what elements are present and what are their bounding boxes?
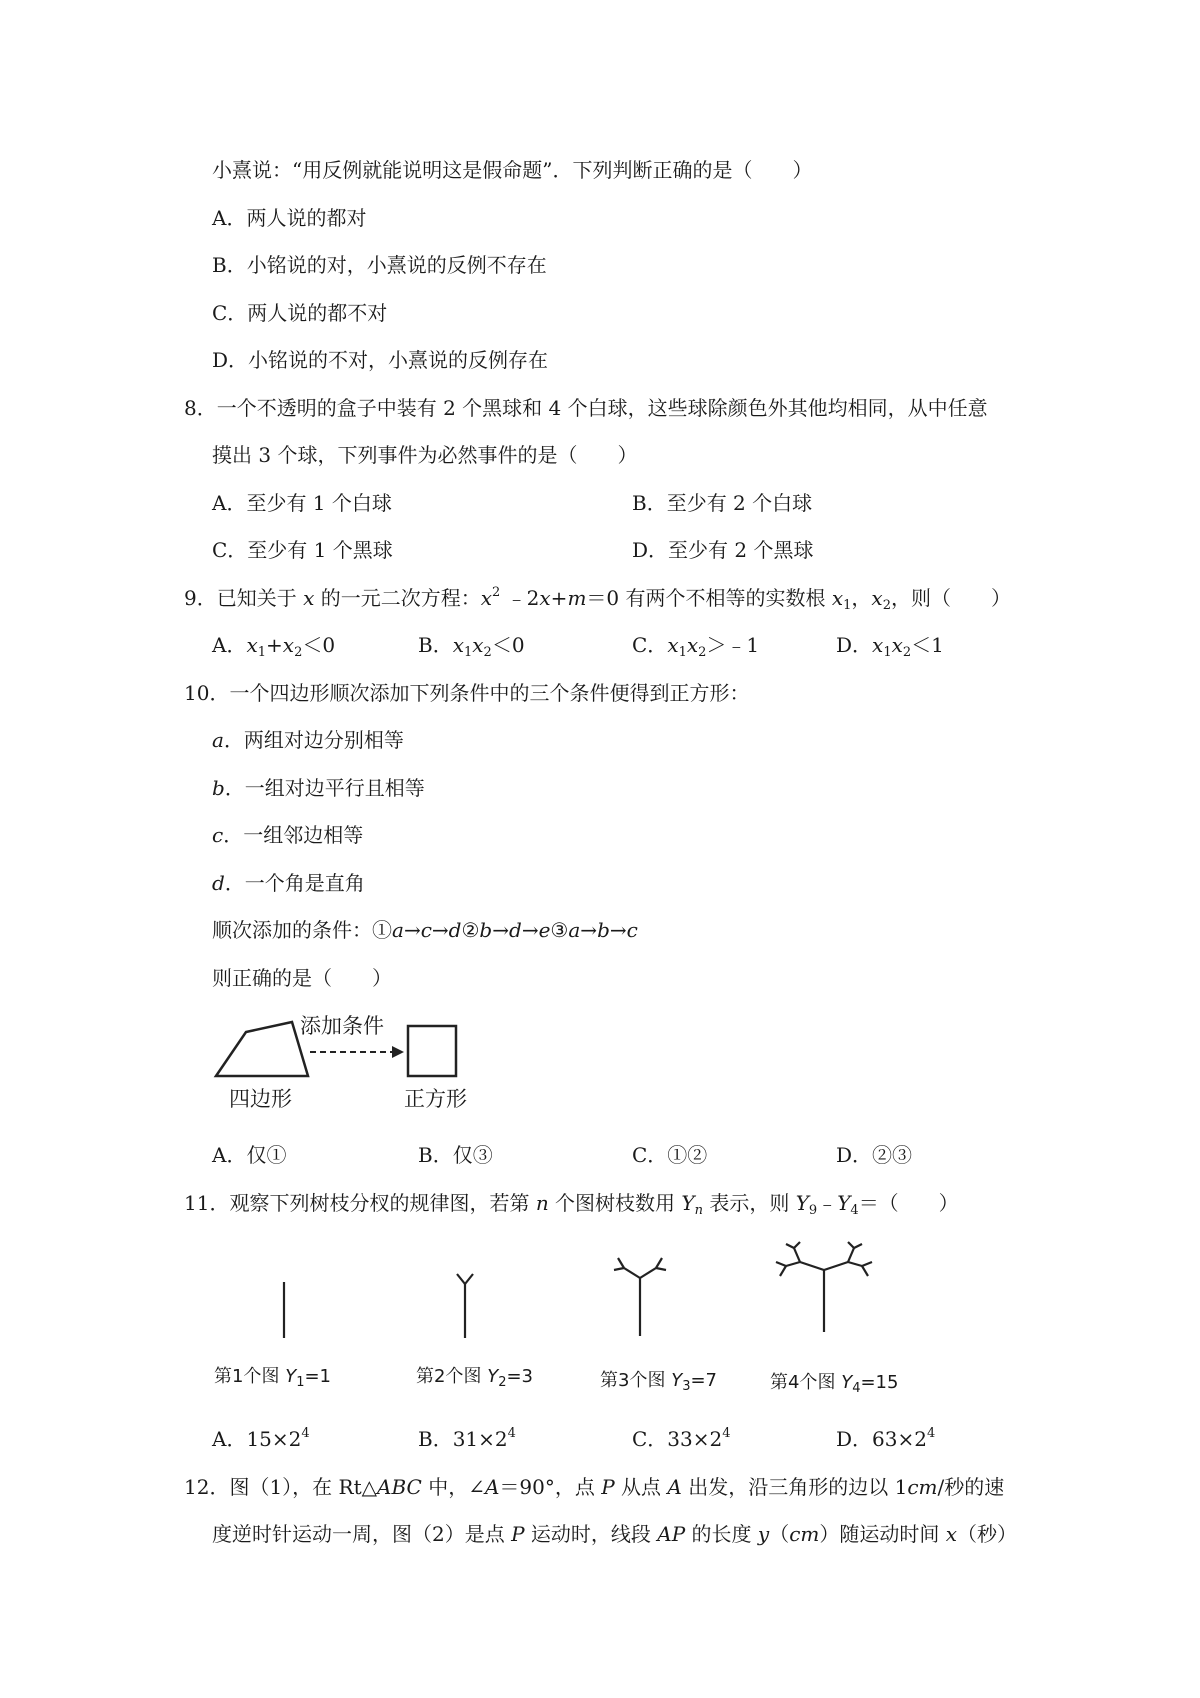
q8-option-c: C．至少有 1 个黑球 — [212, 538, 393, 562]
fig-add-condition-label: 添加条件 — [300, 1014, 384, 1038]
q10-option-a: A．仅① — [212, 1143, 287, 1167]
fig-quadrilateral-label: 四边形 — [229, 1087, 292, 1111]
tree-2 — [457, 1274, 473, 1338]
q9-option-d: D．$x_1x_2<1$ — [836, 633, 944, 660]
tree-1-caption: 第1个图 $Y_1=1$ — [214, 1366, 332, 1390]
q10-option-c: C．①② — [632, 1143, 708, 1167]
q8-stem-line2: 摸出 3 个球，下列事件为必然事件的是（ ） — [212, 443, 638, 467]
q10-condition-b: b．一组对边平行且相等 — [212, 776, 425, 800]
q9-stem: 9．已知关于 x 的一元二次方程：$x^2$ ﹣2x+m＝0 有两个不相等的实数根 $x_1$，$x_2$，则（ ） — [184, 585, 1011, 613]
q10-order-line: 顺次添加的条件：①a→c→d②b→d→e③a→b→c — [212, 918, 638, 942]
q10-condition-a: a．两组对边分别相等 — [212, 728, 404, 752]
q11-stem: 11．观察下列树枝分杈的规律图，若第 n 个图树枝数用 $Y_n$ 表示，则 $Y_9﹣Y_4=$（ ） — [184, 1191, 959, 1218]
tree-4-caption: 第4个图 $Y_4=15$ — [770, 1372, 899, 1396]
q10-condition-d: d．一个角是直角 — [212, 871, 365, 895]
q7-stem: 小熹说：“用反例就能说明这是假命题”．下列判断正确的是（ ） — [212, 158, 813, 182]
q7-option-d: D．小铭说的不对，小熹说的反例存在 — [212, 348, 549, 372]
q8-option-d: D．至少有 2 个黑球 — [632, 538, 814, 562]
tree-3-caption: 第3个图 $Y_3=7$ — [600, 1370, 718, 1394]
tree-3 — [614, 1258, 666, 1336]
square-shape — [408, 1026, 456, 1076]
q10-ask: 则正确的是（ ） — [212, 966, 392, 990]
q11-option-d: D．$63\times 2^4$ — [836, 1426, 936, 1451]
q11-option-c: C．$33\times 2^4$ — [632, 1426, 731, 1451]
q10-stem: 10．一个四边形顺次添加下列条件中的三个条件便得到正方形： — [184, 681, 750, 705]
tree-2-caption: 第2个图 $Y_2=3$ — [416, 1366, 534, 1390]
q7-option-b: B．小铭说的对，小熹说的反例不存在 — [212, 253, 547, 277]
q12-stem-line1: 12．图（1），在 Rt△ABC 中，∠A＝90°，点 P 从点 A 出发，沿三角形的边以 1cm/秒的速 — [184, 1475, 1005, 1499]
q9-option-c: C．$x_1x_2>﹣1$ — [632, 633, 760, 660]
q9-option-a: A．$x_1+x_2<0$ — [212, 633, 336, 660]
fig-square-label: 正方形 — [404, 1087, 467, 1111]
q10-condition-c: c．一组邻边相等 — [212, 823, 364, 847]
q7-option-a: A．两人说的都对 — [212, 206, 367, 230]
q8-option-a: A．至少有 1 个白球 — [212, 491, 392, 515]
q11-option-b: B．$31\times 2^4$ — [418, 1426, 516, 1451]
q8-option-b: B．至少有 2 个白球 — [632, 491, 813, 515]
tree-4 — [776, 1242, 872, 1332]
quadrilateral-shape — [216, 1022, 308, 1076]
arrow-head-icon — [392, 1046, 404, 1058]
q10-option-b: B．仅③ — [418, 1143, 493, 1167]
q10-option-d: D．②③ — [836, 1143, 913, 1167]
q7-option-c: C．两人说的都不对 — [212, 301, 388, 325]
tree-branch-figures — [200, 1240, 980, 1340]
q12-stem-line2: 度逆时针运动一周，图（2）是点 P 运动时，线段 AP 的长度 y（cm）随运动时间 x（秒） — [212, 1522, 1018, 1546]
q8-stem-line1: 8．一个不透明的盒子中装有 2 个黑球和 4 个白球，这些球除颜色外其他均相同，从中任意 — [184, 396, 988, 420]
q9-option-b: B．$x_1x_2<0$ — [418, 633, 525, 660]
q11-option-a: A．$15\times 2^4$ — [212, 1426, 310, 1451]
